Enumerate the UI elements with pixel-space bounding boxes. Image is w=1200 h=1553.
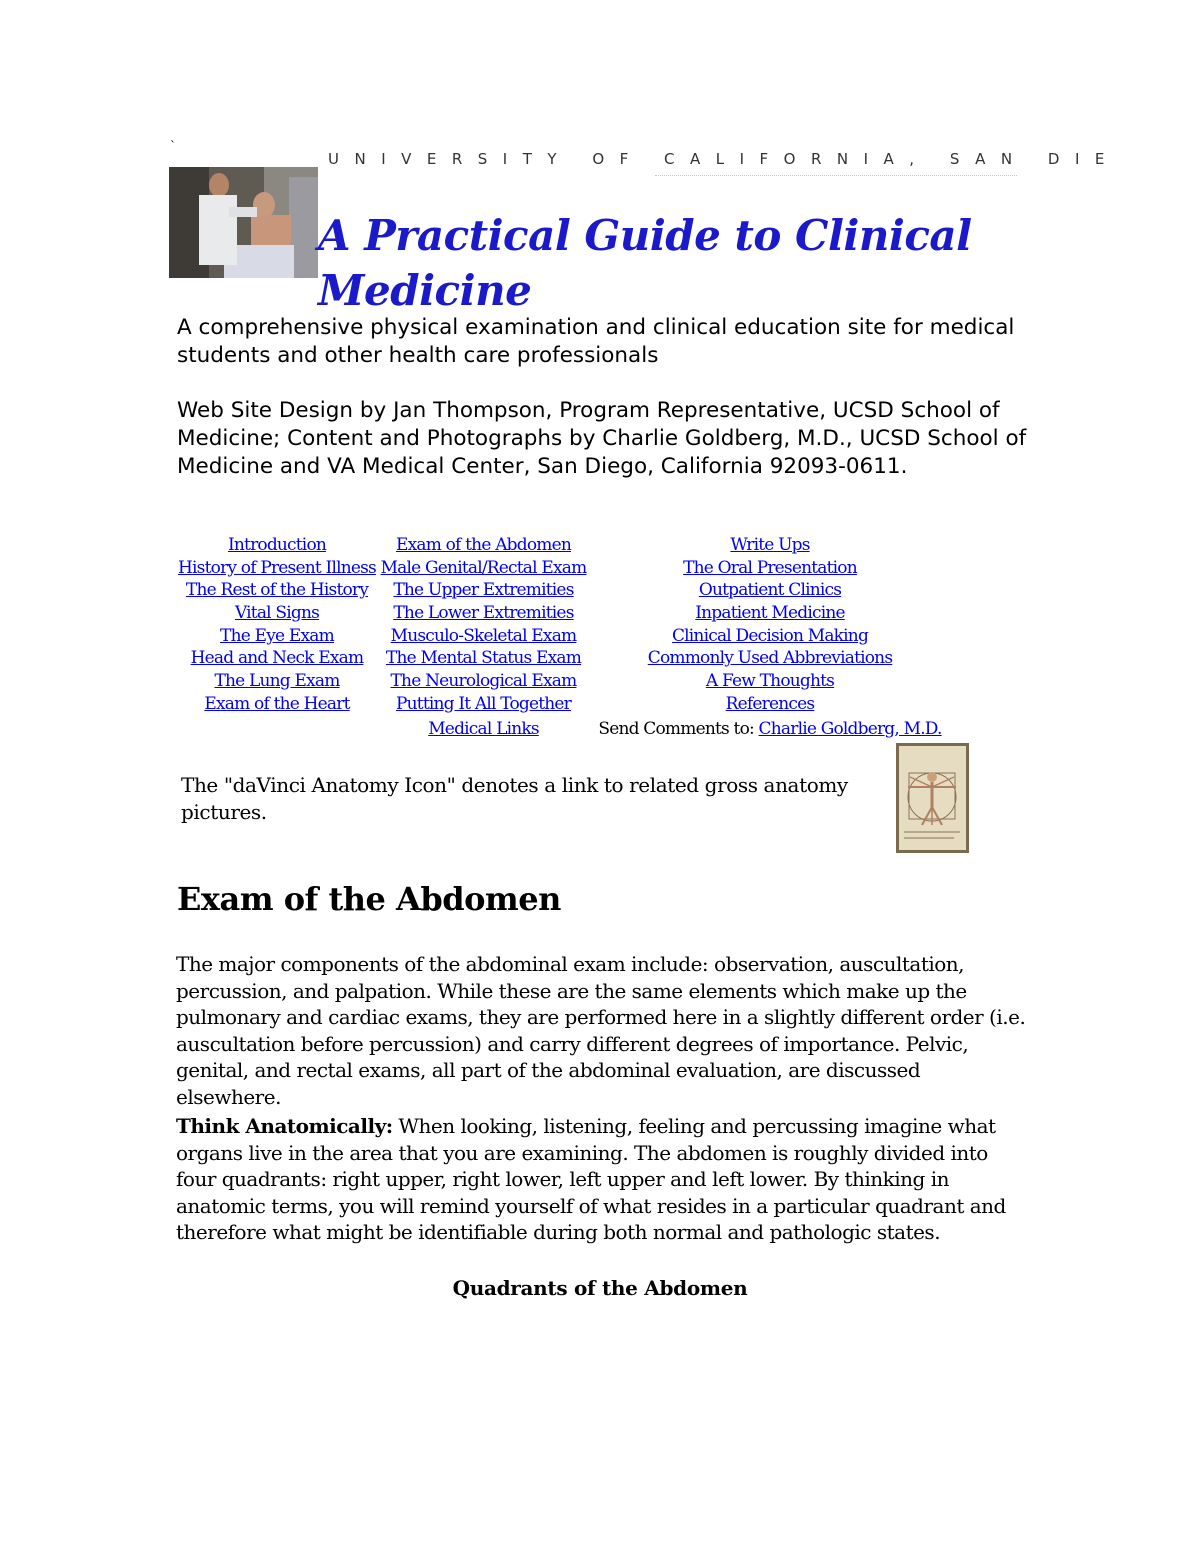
nav-link-table <box>177 535 950 741</box>
section-heading: Exam of the Abdomen <box>177 880 561 918</box>
nav-link[interactable]: Inpatient Medicine <box>695 603 845 624</box>
send-comments-link[interactable]: Charlie Goldberg, M.D. <box>758 718 942 739</box>
nav-link[interactable]: Musculo-Skeletal Exam <box>390 625 577 646</box>
nav-link[interactable]: References <box>725 693 815 714</box>
nav-link[interactable]: Clinical Decision Making <box>671 625 869 646</box>
nav-link[interactable]: The Neurological Exam <box>390 671 577 692</box>
nav-link[interactable]: Exam of the Abdomen <box>395 535 572 555</box>
think-anatomically-paragraph <box>176 1113 1026 1246</box>
nav-link[interactable]: Introduction <box>227 535 327 555</box>
nav-link[interactable]: The Oral Presentation <box>683 557 857 578</box>
site-credits: Web Site Design by Jan Thompson, Program Representative, UCSD School of Medicine; Content and Photographs by Charlie Goldberg, M.D., UCSD School of Medicine and VA Medical Center, San Diego, California 92093-0611. <box>177 398 1027 479</box>
nav-link[interactable]: The Upper Extremities <box>393 580 574 601</box>
nav-link[interactable]: Putting It All Together <box>396 693 571 714</box>
nav-link[interactable]: Male Genital/Rectal Exam <box>380 557 587 578</box>
nav-link[interactable]: The Rest of the History <box>185 580 369 601</box>
think-anatomically-label: Think Anatomically: <box>176 1114 393 1138</box>
nav-link[interactable]: The Mental Status Exam <box>385 648 582 669</box>
intro-paragraph: The major components of the abdominal exam include: observation, auscultation, percussion, and palpation. While these are the same elements which make up the pulmonary and cardiac exams, they are performed here in a slightly different order (i.e. auscultation before percussion) and carry different degrees of importance. Pelvic, genital, and rectal exams, all part of the abdominal evaluation, are discussed elsewhere. <box>176 952 1026 1109</box>
send-comments-label: Send Comments to: <box>598 718 759 739</box>
nav-link[interactable]: History of Present Illness <box>178 557 376 578</box>
university-banner: UNIVERSITY OF CALIFORNIA, SAN DIE <box>328 150 1120 168</box>
davinci-legend-text: The "daVinci Anatomy Icon" denotes a link to related gross anatomy pictures. <box>181 773 848 824</box>
nav-link[interactable]: A Few Thoughts <box>705 671 835 692</box>
nav-link-medical-links[interactable]: Medical Links <box>428 718 539 739</box>
nav-link[interactable]: Commonly Used Abbreviations <box>647 648 893 669</box>
header-photo-doctor-patient <box>169 167 318 278</box>
nav-link[interactable]: Vital Signs <box>234 603 320 624</box>
quadrants-caption: Quadrants of the Abdomen <box>452 1276 748 1300</box>
nav-link[interactable]: The Lower Extremities <box>393 603 574 624</box>
nav-link[interactable]: Exam of the Heart <box>204 693 350 714</box>
nav-link[interactable]: The Eye Exam <box>220 625 334 646</box>
nav-link[interactable]: Write Ups <box>730 535 810 555</box>
nav-link[interactable]: The Lung Exam <box>214 671 340 692</box>
nav-link[interactable]: Outpatient Clinics <box>698 580 842 601</box>
banner-divider <box>655 175 1017 176</box>
page-title: A Practical Guide to Clinical Medicine <box>318 211 972 315</box>
think-anatomically-text: When looking, listening, feeling and percussing imagine what organs live in the area that you are examining. The abdomen is roughly divided into four quadrants: right upper, right lower, left upper and left lower. By thinking in anatomic terms, you will remind yourself of what resides in a particular quadrant and therefore what might be identifiable during both normal and pathologic states. <box>176 1114 1006 1244</box>
site-subtitle: A comprehensive physical examination and clinical education site for medical students and other health care professionals <box>177 315 1015 368</box>
tick-mark: ` <box>170 139 176 153</box>
davinci-anatomy-icon <box>896 743 969 853</box>
nav-link[interactable]: Head and Neck Exam <box>190 648 364 669</box>
